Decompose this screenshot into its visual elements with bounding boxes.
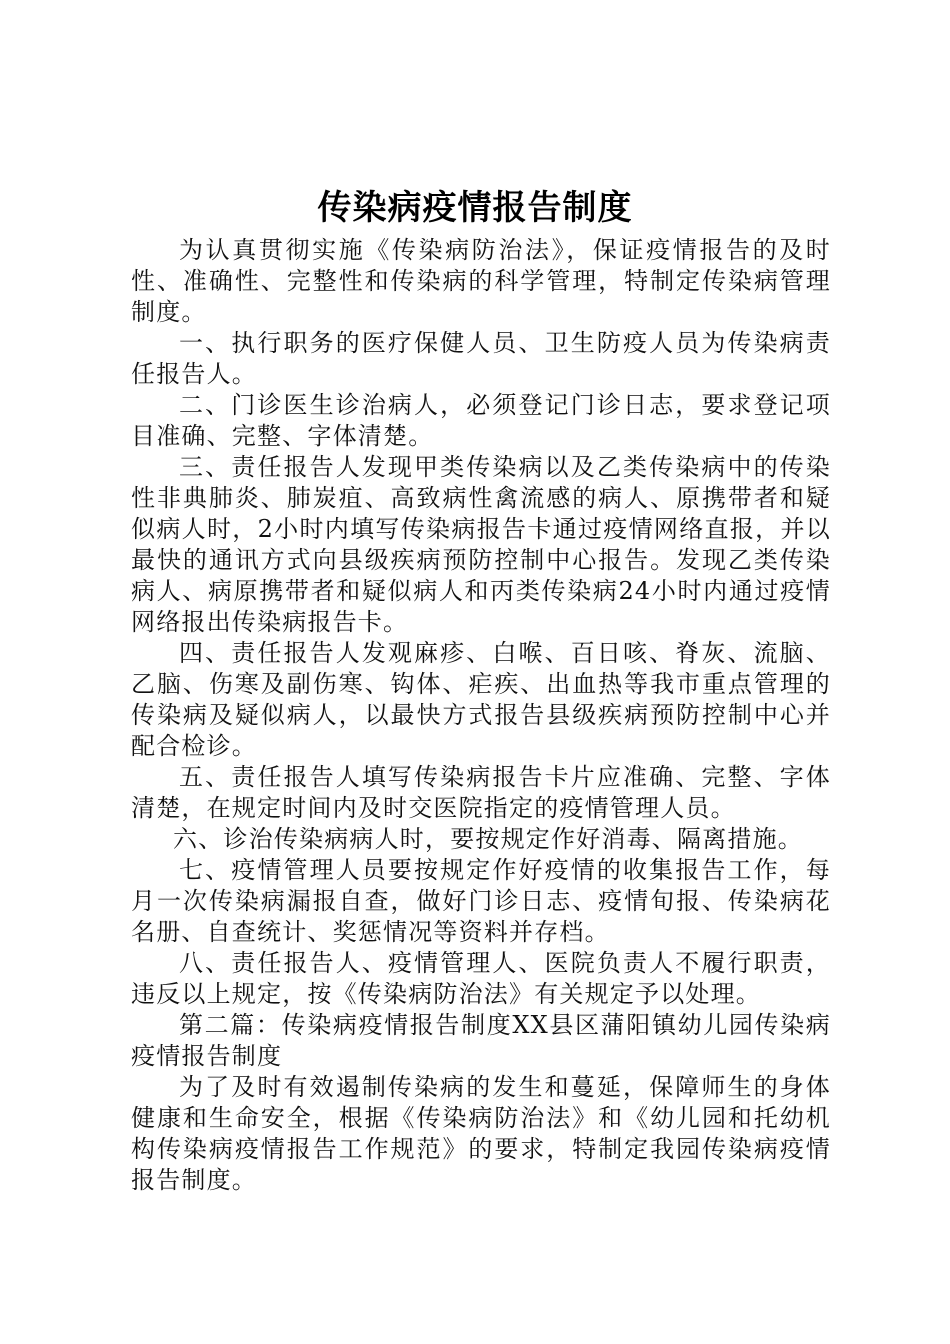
paragraph-item-2: 二、门诊医生诊治病人，必须登记门诊日志，要求登记项目准确、完整、字体清楚。 <box>131 391 831 450</box>
paragraph-item-6: 六、诊治传染病病人时，要按规定作好消毒、隔离措施。 <box>173 825 803 853</box>
paragraph-intro: 为认真贯彻实施《传染病防治法》，保证疫情报告的及时性、准确性、完整性和传染病的科学管理，特制定传染病管理制度。 <box>131 236 831 326</box>
paragraph-second-chapter-heading: 第二篇：传染病疫情报告制度XX县区蒲阳镇幼儿园传染病疫情报告制度 <box>131 1011 831 1070</box>
paragraph-item-1: 一、执行职务的医疗保健人员、卫生防疫人员为传染病责任报告人。 <box>131 329 831 388</box>
document-body <box>131 235 831 1196</box>
document-title: 传染病疫情报告制度 <box>317 188 633 228</box>
paragraph-item-3: 三、责任报告人发现甲类传染病以及乙类传染病中的传染性非典肺炎、肺炭疽、高致病性禽流感的病人、原携带者和疑似病人时，2小时内填写传染病报告卡通过疫情网络直报，并以最快的通讯方式向县级疾病预防控制中心报告。发现乙类传染病人、病原携带者和疑似病人和丙类传染病24小时内通过疫情网络报出传染病报告卡。 <box>131 453 831 636</box>
paragraph-item-4: 四、责任报告人发观麻疹、白喉、百日咳、脊灰、流脑、乙脑、伤寒及副伤寒、钩体、疟疾、出血热等我市重点管理的传染病及疑似病人，以最快方式报告县级疾病预防控制中心并配合检诊。 <box>131 639 831 760</box>
paragraph-item-8: 八、责任报告人、疫情管理人、医院负责人不履行职责，违反以上规定，按《传染病防治法》有关规定予以处理。 <box>131 949 831 1008</box>
paragraph-second-chapter-intro: 为了及时有效遏制传染病的发生和蔓延，保障师生的身体健康和生命安全，根据《传染病防治法》和《幼儿园和托幼机构传染病疫情报告工作规范》的要求，特制定我园传染病疫情报告制度。 <box>131 1073 831 1194</box>
paragraph-item-7: 七、疫情管理人员要按规定作好疫情的收集报告工作，每月一次传染病漏报自查，做好门诊日志、疫情旬报、传染病花名册、自查统计、奖惩情况等资料并存档。 <box>131 856 831 946</box>
paragraph-item-5: 五、责任报告人填写传染病报告卡片应准确、完整、字体清楚，在规定时间内及时交医院指定的疫情管理人员。 <box>131 763 831 822</box>
